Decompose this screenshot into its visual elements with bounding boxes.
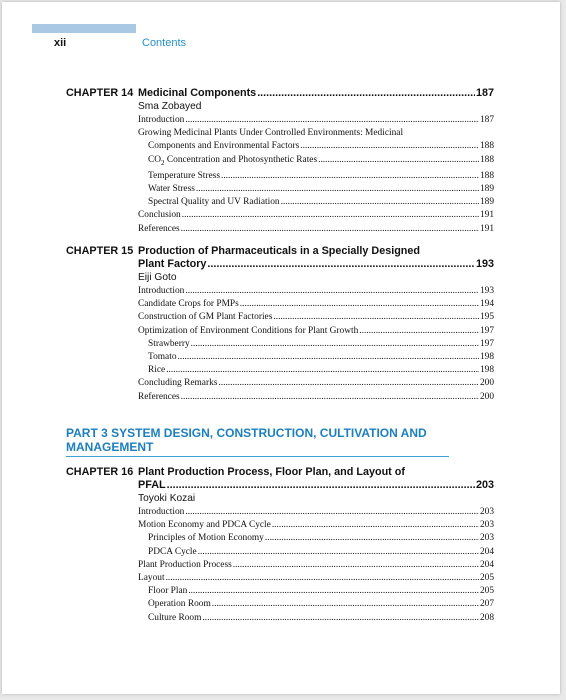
chapter-page: 203 (475, 479, 494, 491)
page-number: xii (54, 37, 67, 49)
toc-entry[interactable]: Temperature Stress ..... 188 (138, 170, 494, 183)
toc-entry[interactable]: Rice ..... 198 (138, 364, 494, 377)
chapter-author: Sma Zobayed (138, 101, 202, 112)
toc-entry[interactable]: Principles of Motion Economy ..... 203 (138, 532, 494, 545)
chapter-title-row[interactable] (138, 258, 494, 271)
part-heading[interactable] (66, 427, 449, 457)
toc-entry-continuation[interactable]: Components and Environmental Factors ..... 188 (138, 140, 494, 153)
chapter-label: CHAPTER 14 (66, 87, 134, 99)
toc-entry[interactable]: Floor Plan ..... 205 (138, 585, 494, 598)
running-head-title: Contents (142, 37, 187, 49)
toc-entry[interactable]: Introduction ..... 187 (138, 114, 494, 127)
chapter-title: PFAL (138, 479, 166, 491)
running-head (54, 37, 187, 49)
chapter-author: Toyoki Kozai (138, 493, 196, 504)
chapter-title-row[interactable] (138, 479, 494, 492)
toc-entry[interactable]: Motion Economy and PDCA Cycle ..... 203 (138, 519, 494, 532)
toc-entry[interactable]: Plant Production Process ..... 204 (138, 559, 494, 572)
book-page (2, 2, 560, 694)
toc-entry[interactable]: Operation Room ..... 207 (138, 598, 494, 611)
toc-entry[interactable]: Introduction ..... 193 (138, 285, 494, 298)
toc-entry[interactable]: References ..... 200 (138, 391, 494, 404)
part-heading-line: MANAGEMENT (66, 439, 154, 454)
toc-entry[interactable]: Construction of GM Plant Factories ..... 195 (138, 311, 494, 324)
toc-entry[interactable]: Growing Medicinal Plants Under Controlled Environments: Medicinal (138, 128, 404, 139)
toc-entry[interactable]: $CO_2$ Concentration and Photosynthetic Rates ..... 188 (138, 154, 494, 170)
toc-entry[interactable]: References ..... 191 (138, 223, 494, 236)
chapter-page: 193 (475, 258, 494, 270)
chapter-title-line: Plant Production Process, Floor Plan, and Layout of (138, 466, 405, 478)
chapter-label: CHAPTER 15 (66, 245, 134, 257)
toc-entry[interactable]: Optimization of Environment Conditions for Plant Growth ..... 197 (138, 325, 494, 338)
toc-entry[interactable]: Concluding Remarks ..... 200 (138, 377, 494, 390)
toc-entry[interactable]: Water Stress ..... 189 (138, 183, 494, 196)
chapter-label: CHAPTER 16 (66, 466, 134, 478)
chapter-page: 187 (475, 87, 494, 99)
chapter-title: Plant Factory (138, 258, 207, 270)
toc-entry[interactable]: Introduction ..... 203 (138, 506, 494, 519)
chapter-author: Eiji Goto (138, 272, 177, 283)
chapter-title-line: Production of Pharmaceuticals in a Specially Designed (138, 245, 421, 257)
toc-entry[interactable]: Candidate Crops for PMPs ..... 194 (138, 298, 494, 311)
toc-entry[interactable]: Conclusion ..... 191 (138, 209, 494, 222)
part-heading-line: PART 3 SYSTEM DESIGN, CONSTRUCTION, CULTIVATION AND (66, 426, 427, 440)
toc-entry[interactable]: Spectral Quality and UV Radiation ..... 189 (138, 196, 494, 209)
toc-entry[interactable]: Strawberry ..... 197 (138, 338, 494, 351)
chapter-title: Medicinal Components (138, 87, 257, 99)
toc-entry[interactable]: PDCA Cycle ..... 204 (138, 546, 494, 559)
toc-entry[interactable]: Tomato ..... 198 (138, 351, 494, 364)
chapter-title-row[interactable] (138, 87, 494, 100)
toc-entry[interactable]: Culture Room ..... 208 (138, 612, 494, 625)
header-color-bar (32, 24, 136, 33)
toc-entry[interactable]: Layout ..... 205 (138, 572, 494, 585)
